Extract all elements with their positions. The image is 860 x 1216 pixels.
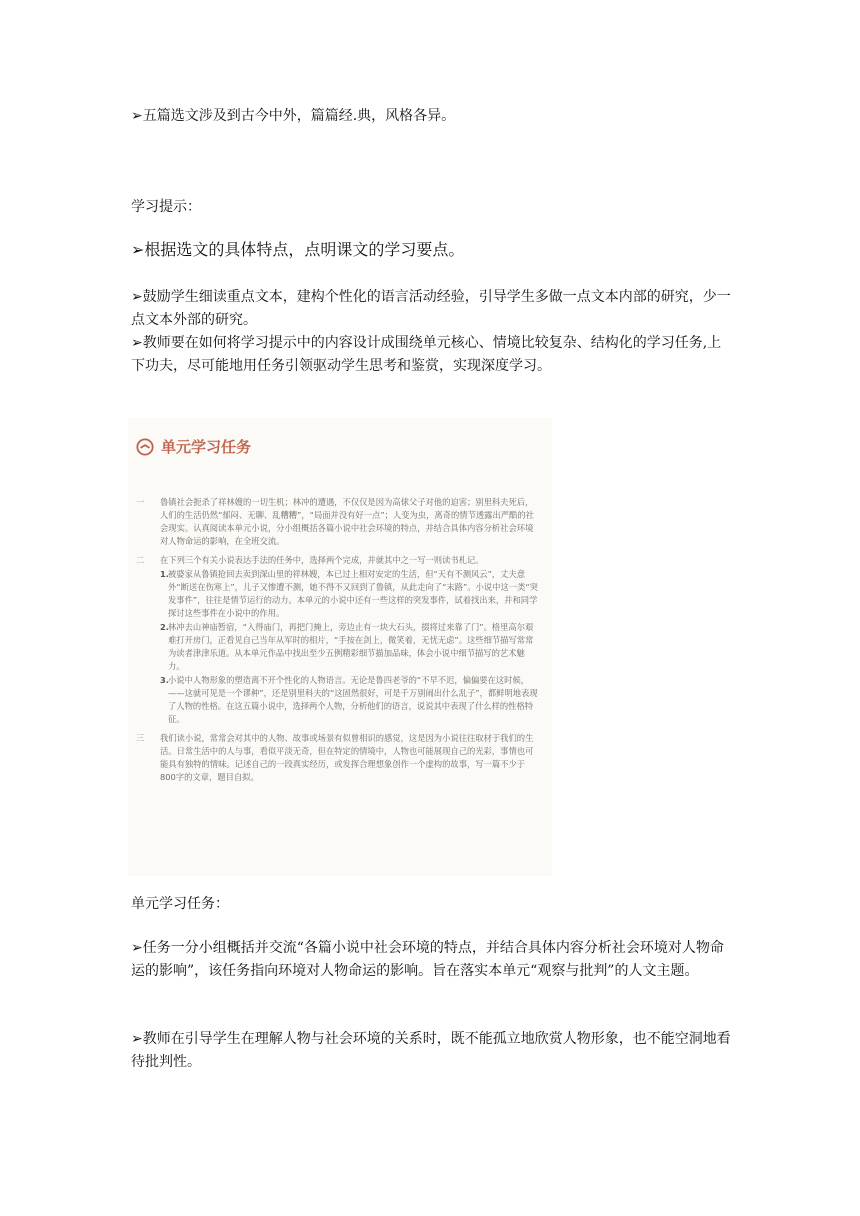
intro-point: ➢五篇选文涉及到古今中外，篇篇经.典，风格各异。 <box>131 108 456 124</box>
textbook-body <box>136 496 538 790</box>
book-icon <box>136 438 154 456</box>
unit-task-1: ➢任务一分小组概括并交流“各篇小说中社会环境的特点，并结合具体内容分析社会环境对人物命运的影响”，该任务指向环境对人物命运的影响。旨在落实本单元“观察与批判”的人文主题。 <box>131 940 724 979</box>
section-number: 一 <box>136 497 145 507</box>
list-item <box>160 568 538 620</box>
study-tip-3: ➢教师要在如何将学习提示中的内容设计成围绕单元核心、情境比较复杂、结构化的学习任务,上下功夫，尽可能地用任务引领驱动学生思考和鉴赏，实现深度学习。 <box>131 335 722 374</box>
item-text: 林冲去山神庙暂宿，“入得庙门，再把门掩上，旁边止有一块大石头，掇将过来靠了门”。格里高尔艰难打开房门，正看见自己当年从军时的相片，“手按在剑上，微笑着，无忧无虑”。这些细节描写常常为读者津津乐道。从本单元作品中找出至少五例精彩细节描加品味，体会小说中细节描写的艺术魅力。 <box>168 622 534 671</box>
item-number: 2. <box>160 622 169 632</box>
section-text: 鲁镇社会扼杀了祥林嫂的一切生机；林冲的遭遇，不仅仅是因为高俅父子对他的迫害；别里科夫死后，人们的生活仍然“郁闷、无聊、乱糟糟”，“局面并没有好一点”；人变为虫，离奇的情节透露出严酷的社会现实。认真阅读本单元小说，分小组概括各篇小说中社会环境的特点，并结合具体内容分析社会环境对人物命运的影响，在全班交流。 <box>160 497 534 546</box>
study-tip-2: ➢鼓励学生细读重点文本，建构个性化的语言活动经验，引导学生多做一点文本内部的研究，少一点文本外部的研究。 <box>131 289 731 328</box>
section-text: 我们读小说，常常会对其中的人物、故事或场景有似曾相识的感觉，这是因为小说往往取材于我们的生活。日常生活中的人与事，看似平淡无奇，但在特定的情境中，人物也可能展现自己的光彩，事情也可能具有独特的情味。记述自己的一段真实经历，或发挥合理想象创作一个虚构的故事，写一篇不少于800字的文章，题目自拟。 <box>160 733 534 782</box>
study-tips-heading: 学习提示： <box>131 199 201 215</box>
item-text: 被婆家从鲁镇抢回去卖到深山里的祥林嫂，本已过上相对安定的生活，但“天有不测风云”，丈夫意外“断送在伤寒上”，儿子又惨遭不测，她不得不又回到了鲁镇，从此走向了“末路”。小说中这一类“突发事件”，往往是情节运行的动力。本单元的小说中还有一些这样的突发事件，试着找出来，并和同学探讨这些事件在小说中的作用。 <box>168 569 538 618</box>
textbook-section-1 <box>136 496 538 548</box>
list-item <box>160 621 538 673</box>
unit-task-2: ➢教师在引导学生在理解人物与社会环境的关系时，既不能孤立地欣赏人物形象，也不能空洞地看待批判性。 <box>131 1031 731 1070</box>
textbook-title-text: 单元学习任务 <box>161 438 252 456</box>
section-number: 二 <box>136 555 145 565</box>
item-number: 1. <box>160 569 169 579</box>
unit-tasks-heading: 单元学习任务： <box>131 896 229 912</box>
list-item <box>160 674 538 726</box>
section-text: 在下列三个有关小说表达手法的任务中，选择两个完成，并就其中之一写一则读书札记。 <box>160 555 484 565</box>
study-tip-1: ➢根据选文的具体特点，点明课文的学习要点。 <box>131 240 465 259</box>
textbook-scan-image <box>128 418 552 876</box>
section-number: 三 <box>136 733 145 743</box>
item-number: 3. <box>160 675 169 685</box>
textbook-section-3 <box>136 732 538 784</box>
textbook-section-2 <box>136 554 538 726</box>
item-text: 小说中人物形象的塑造离不开个性化的人物语言。无论是鲁四老爷的“不早不迟，偏偏要在这时候，——这就可见是一个谬种”，还是别里科夫的“这固然很好，可是千万别闹出什么乱子”，都鲜明地表现了人物的性格。在这五篇小说中，选择两个人物，分析他们的语言，说说其中表现了什么样的性格特征。 <box>168 675 538 724</box>
textbook-title <box>136 436 251 457</box>
